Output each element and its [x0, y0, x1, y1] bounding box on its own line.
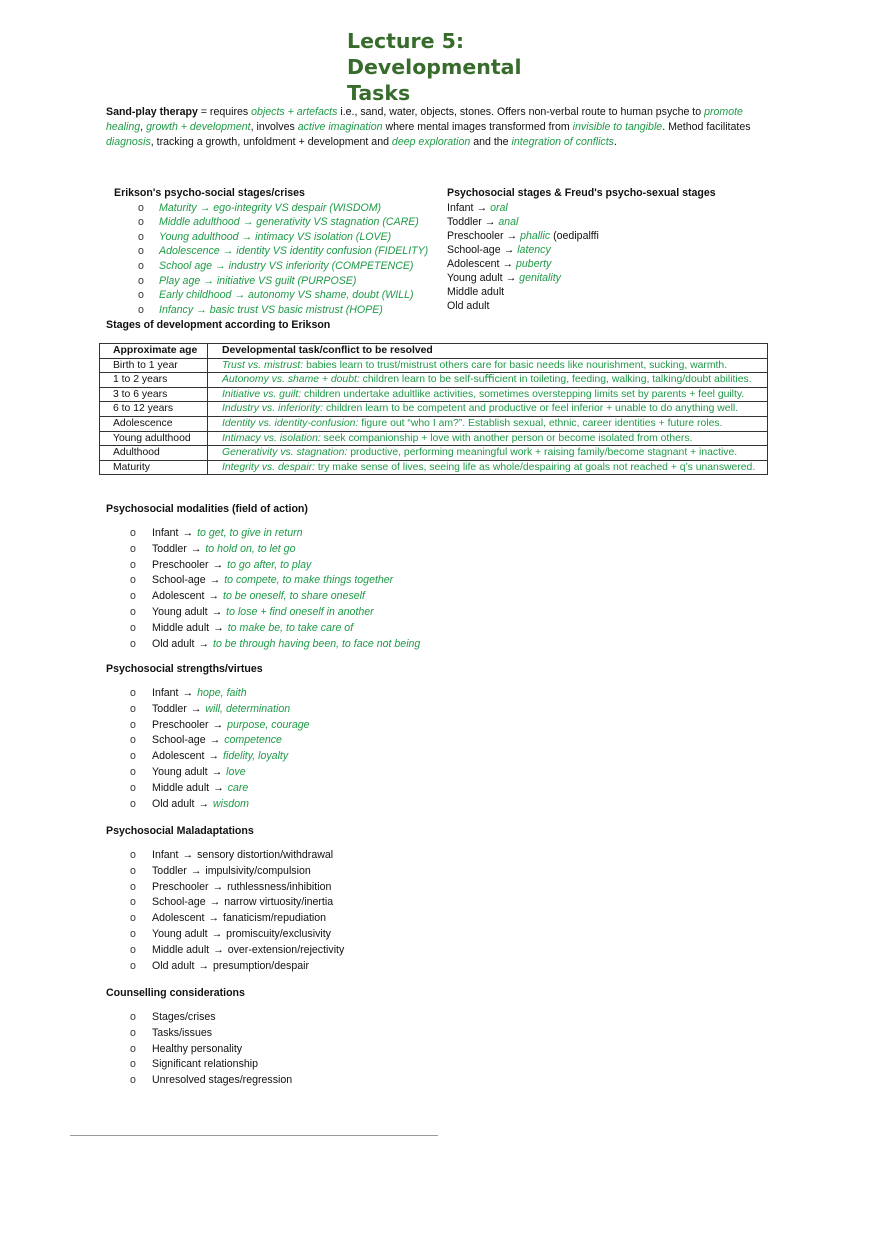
task-cell — [208, 460, 768, 475]
stage-value: ruthlessness/inhibition — [227, 880, 332, 893]
bullet-icon: o — [130, 734, 136, 747]
bullet-icon: o — [130, 797, 136, 810]
counselling-list — [106, 1010, 526, 1089]
conflict-description: figure out “who I am?”. Establish sexual, ethnic, career identities + future roles. — [358, 417, 723, 429]
bullet-icon: o — [130, 765, 136, 778]
stage-label: Young adult — [152, 605, 208, 618]
arrow-icon: → — [211, 765, 223, 778]
stage-value: to be through having been, to face not being — [213, 637, 421, 650]
bullet-icon: o — [130, 1011, 136, 1023]
intro-term: Sand-play therapy — [106, 106, 198, 118]
freud-value: genitality — [519, 271, 561, 284]
intro-highlight: promote healing — [106, 106, 743, 134]
arrow-icon: → — [203, 274, 214, 287]
list-item — [447, 201, 767, 215]
conflict-name: Generativity vs. stagnation: — [222, 447, 348, 459]
counselling-section — [106, 986, 526, 1089]
conflict-name: Integrity vs. despair: — [222, 461, 315, 473]
bullet-icon: o — [138, 245, 144, 258]
stage-label: Old adult — [152, 959, 195, 972]
stage-label: Infant — [152, 849, 179, 861]
list-item — [106, 781, 526, 797]
intro-highlight: integration of conflicts — [511, 136, 614, 149]
bullet-icon: o — [130, 959, 136, 972]
list-item — [106, 943, 526, 959]
stage-value: impulsivity/compulsion — [205, 864, 311, 877]
conflict-name: Intimacy vs. isolation: — [222, 432, 321, 444]
list-item — [106, 230, 444, 245]
stage-value: fanaticism/repudiation — [223, 912, 327, 925]
list-item — [106, 558, 526, 574]
bullet-icon: o — [130, 605, 136, 618]
arrow-icon: → — [209, 574, 221, 587]
stage-label: Middle adult — [152, 781, 210, 794]
stage-label: Young adult — [152, 765, 208, 778]
conflict-name: Autonomy vs. shame + doubt: — [222, 374, 360, 386]
stage-label: Preschooler — [152, 880, 209, 893]
arrow-icon: → — [199, 201, 211, 214]
stage-label: Preschooler — [152, 718, 209, 731]
age-cell: 6 to 12 years — [100, 402, 208, 417]
list-item — [106, 573, 526, 589]
conflict-description: seek companionship + love with another person or become isolated from others. — [320, 432, 693, 444]
stage-value: hope, faith — [197, 687, 247, 699]
arrow-icon: → — [190, 542, 202, 555]
crisis-text: identity VS identity confusion (FIDELITY) — [236, 245, 429, 258]
bullet-icon: o — [138, 303, 144, 316]
bullet-icon: o — [130, 702, 136, 715]
arrow-icon: → — [209, 734, 221, 747]
counselling-heading: Counselling considerations — [106, 987, 245, 999]
arrow-icon: → — [198, 797, 209, 810]
table-row — [100, 402, 768, 417]
bullet-icon: o — [130, 1026, 136, 1039]
freud-suffix: (oedipalffi — [550, 229, 599, 242]
bullet-icon: o — [130, 527, 136, 539]
task-cell — [208, 358, 768, 373]
bullet-icon: o — [130, 574, 136, 587]
table-row — [100, 431, 768, 446]
freud-stage: School-age — [447, 243, 501, 256]
list-item — [447, 215, 767, 229]
list-item — [106, 288, 444, 303]
bullet-icon: o — [130, 590, 136, 603]
crisis-stage: Young adulthood — [159, 230, 239, 243]
bullet-icon: o — [130, 718, 136, 731]
table-header-row — [100, 344, 768, 359]
freud-value: oral — [490, 201, 508, 214]
bullet-icon: o — [138, 216, 144, 229]
stage-value: promiscuity/exclusivity — [226, 927, 331, 940]
age-cell: 1 to 2 years — [100, 373, 208, 388]
stage-label: Toddler — [152, 702, 187, 715]
freud-stage: Middle adult — [447, 285, 505, 298]
footnote-separator — [70, 1135, 438, 1136]
bullet-icon: o — [138, 259, 144, 272]
stages-table-heading: Stages of development according to Erikson — [106, 319, 331, 331]
arrow-icon: → — [212, 718, 224, 731]
strengths-list — [106, 686, 526, 812]
conflict-description: productive, performing meaningful work + raising family/become stagnant + inactive. — [347, 447, 738, 459]
arrow-icon: → — [484, 215, 496, 228]
conflict-description: children undertake adultlike activities, sometimes overstepping limits set by parents + feel guilty. — [301, 388, 745, 400]
stage-label: Adolescent — [152, 750, 205, 763]
strengths-section — [106, 662, 526, 812]
arrow-icon: → — [234, 289, 246, 302]
bullet-icon: o — [130, 1074, 136, 1087]
modalities-list — [106, 526, 526, 652]
list-item — [106, 259, 444, 274]
arrow-icon: → — [190, 702, 202, 715]
crisis-stage: Adolescence — [159, 245, 220, 258]
list-item — [106, 848, 526, 864]
stage-label: Infant — [152, 687, 179, 699]
stage-value: over-extension/rejectivity — [227, 943, 345, 956]
freud-stage: Preschooler — [447, 229, 504, 242]
crisis-text: autonomy VS shame, doubt (WILL) — [248, 289, 414, 302]
intro-highlight: deep exploration — [391, 136, 471, 149]
erikson-crises-section — [114, 186, 444, 317]
intro-text: , involves — [250, 121, 298, 134]
stage-value: will, determination — [205, 702, 291, 715]
arrow-icon: → — [215, 259, 226, 272]
stage-value: sensory distortion/withdrawal — [197, 849, 334, 861]
list-item — [106, 880, 526, 896]
intro-text: i.e., sand, water, objects, stones. Offers non-verbal route to human psyche to — [337, 106, 705, 118]
stage-label: Middle adult — [152, 943, 210, 956]
list-item — [106, 215, 444, 230]
list-item — [106, 1010, 526, 1026]
intro-paragraph — [106, 105, 766, 151]
task-cell — [208, 373, 768, 388]
list-item — [106, 718, 526, 734]
arrow-icon: → — [196, 303, 207, 316]
intro-text: , — [140, 121, 147, 134]
freud-stage: Adolescent — [447, 257, 500, 270]
arrow-icon: → — [213, 621, 224, 634]
list-item — [106, 797, 526, 813]
stage-value: to hold on, to let go — [205, 542, 296, 555]
conflict-description: try make sense of lives, seeing life as whole/despairing at goals not reached + q’s unanswered. — [314, 461, 756, 473]
list-item — [106, 959, 526, 975]
freud-stage: Young adult — [447, 271, 503, 284]
crisis-text: intimacy VS isolation (LOVE) — [255, 230, 392, 243]
crisis-stage: Early childhood — [159, 289, 232, 302]
column-header-age: Approximate age — [100, 344, 208, 359]
list-item — [447, 299, 767, 313]
arrow-icon: → — [182, 849, 194, 861]
arrow-icon: → — [209, 896, 221, 909]
erikson-stages-table — [99, 343, 768, 475]
list-item — [106, 1026, 526, 1042]
freud-stage: Infant — [447, 201, 474, 214]
age-cell: 3 to 6 years — [100, 387, 208, 402]
arrow-icon: → — [211, 605, 223, 618]
age-cell: Adulthood — [100, 446, 208, 461]
list-item — [106, 1057, 526, 1073]
bullet-icon: o — [130, 943, 136, 956]
intro-highlight: active imagination — [297, 121, 383, 134]
crisis-stage: Play age — [159, 274, 201, 287]
crisis-text: industry VS inferiority (COMPETENCE) — [228, 259, 414, 272]
bullet-icon: o — [138, 274, 144, 287]
age-cell: Maturity — [100, 460, 208, 475]
stage-value: wisdom — [213, 797, 249, 810]
intro-highlight: invisible to tangible — [572, 121, 663, 134]
stage-label: Middle adult — [152, 621, 210, 634]
arrow-icon: → — [222, 245, 234, 258]
maladaptations-section — [106, 824, 526, 974]
bullet-icon: o — [130, 750, 136, 763]
list-item — [106, 765, 526, 781]
conflict-name: Identity vs. identity-confusion: — [222, 417, 359, 429]
bullet-icon: o — [130, 781, 136, 794]
arrow-icon: → — [213, 781, 224, 794]
arrow-icon: → — [241, 230, 253, 243]
conflict-description: children learn to be self-suﬃcient in toileting, feeding, walking, talking/doubt abilities. — [359, 374, 752, 386]
bullet-icon: o — [138, 289, 144, 302]
table-row — [100, 387, 768, 402]
crisis-stage: Maturity — [159, 201, 197, 214]
conflict-description: children learn to be competent and productive or feel inferior + unable to do anything well. — [323, 403, 739, 415]
crisis-stage: School age — [159, 259, 213, 272]
freud-value: phallic — [520, 229, 551, 242]
freud-heading: Psychosocial stages & Freud's psycho-sexual stages — [447, 187, 716, 199]
list-item — [106, 864, 526, 880]
bullet-icon: o — [130, 880, 136, 893]
list-item — [447, 271, 767, 285]
freud-section — [447, 186, 767, 313]
maladaptations-heading: Psychosocial Maladaptations — [106, 825, 254, 837]
intro-text: . Method facilitates — [662, 121, 751, 134]
bullet-icon: o — [130, 1042, 136, 1055]
task-cell — [208, 402, 768, 417]
stage-label: Adolescent — [152, 590, 205, 603]
page-title: Lecture 5: Developmental Tasks — [347, 29, 522, 105]
bullet-icon: o — [130, 864, 136, 877]
crisis-text: basic trust VS basic mistrust (HOPE) — [209, 303, 383, 316]
freud-value: latency — [517, 243, 551, 256]
stage-label: Young adult — [152, 927, 208, 940]
list-item — [106, 911, 526, 927]
arrow-icon: → — [503, 243, 515, 256]
stage-label: Old adult — [152, 797, 195, 810]
list-item — [106, 244, 444, 259]
freud-list — [447, 201, 767, 313]
stage-value: care — [227, 781, 249, 794]
age-cell: Young adulthood — [100, 431, 208, 446]
arrow-icon: → — [211, 927, 223, 940]
stage-label: Toddler — [152, 542, 187, 555]
freud-stage: Old adult — [447, 299, 490, 312]
crisis-text: generativity VS stagnation (CARE) — [256, 216, 419, 229]
task-cell — [208, 431, 768, 446]
intro-text: = requires — [197, 106, 252, 118]
arrow-icon: → — [208, 750, 220, 763]
intro-text: , tracking a growth, unfoldment + development and — [150, 136, 392, 149]
stage-value: to get, to give in return — [197, 527, 303, 539]
list-item — [106, 303, 444, 318]
table-row — [100, 358, 768, 373]
counselling-item: Healthy personality — [152, 1042, 243, 1055]
arrow-icon: → — [208, 912, 220, 925]
list-item — [447, 285, 767, 299]
table-row — [100, 460, 768, 475]
conflict-name: Initiative vs. guilt: — [222, 388, 302, 400]
bullet-icon: o — [130, 542, 136, 555]
list-item — [106, 274, 444, 289]
arrow-icon: → — [502, 257, 514, 270]
counselling-item: Significant relationship — [152, 1058, 258, 1071]
crisis-stage: Middle adulthood — [159, 216, 240, 229]
bullet-icon: o — [130, 558, 136, 571]
stage-label: School-age — [152, 734, 206, 747]
stage-value: competence — [224, 734, 282, 747]
bullet-icon: o — [130, 687, 136, 699]
list-item — [106, 1042, 526, 1058]
modalities-section — [106, 502, 526, 652]
list-item — [106, 749, 526, 765]
arrow-icon: → — [198, 959, 209, 972]
table-row — [100, 446, 768, 461]
stage-value: to compete, to make things together — [224, 574, 394, 587]
list-item — [447, 243, 767, 257]
task-cell — [208, 416, 768, 431]
bullet-icon: o — [130, 927, 136, 940]
list-item — [106, 526, 526, 542]
stage-value: purpose, courage — [227, 718, 310, 731]
conflict-description: babies learn to trust/mistrust others care for basic needs like nourishment, sucking, warmth. — [303, 359, 728, 371]
freud-value: anal — [498, 215, 519, 228]
arrow-icon: → — [506, 229, 518, 242]
list-item — [106, 589, 526, 605]
list-item — [106, 1073, 526, 1089]
freud-value: puberty — [516, 257, 552, 270]
table-row — [100, 416, 768, 431]
stage-value: love — [226, 765, 246, 778]
strengths-heading: Psychosocial strengths/virtues — [106, 663, 263, 675]
stage-label: Infant — [152, 527, 179, 539]
bullet-icon: o — [138, 230, 144, 243]
arrow-icon: → — [213, 943, 224, 956]
intro-highlight: growth + development — [146, 121, 251, 134]
list-item — [106, 686, 526, 702]
arrow-icon: → — [212, 558, 224, 571]
intro-text: and the — [470, 136, 512, 149]
age-cell: Birth to 1 year — [100, 358, 208, 373]
bullet-icon: o — [130, 637, 136, 650]
bullet-icon: o — [130, 912, 136, 925]
stage-value: to be oneself, to share oneself — [223, 590, 365, 603]
crisis-text: initiative VS guilt (PURPOSE) — [216, 274, 357, 287]
stage-value: fidelity, loyalty — [223, 750, 289, 763]
bullet-icon: o — [130, 896, 136, 909]
bullet-icon: o — [130, 849, 136, 861]
arrow-icon: → — [198, 637, 209, 650]
counselling-item: Unresolved stages/regression — [152, 1074, 293, 1087]
arrow-icon: → — [242, 216, 254, 229]
modalities-heading: Psychosocial modalities (field of action) — [106, 503, 308, 515]
list-item — [106, 201, 444, 216]
arrow-icon: → — [190, 864, 202, 877]
stage-label: Preschooler — [152, 558, 209, 571]
list-item — [106, 895, 526, 911]
task-cell — [208, 387, 768, 402]
stage-value: narrow virtuosity/inertia — [224, 896, 334, 909]
list-item — [106, 702, 526, 718]
conflict-name: Industry vs. inferiority: — [222, 403, 324, 415]
task-cell — [208, 446, 768, 461]
arrow-icon: → — [182, 687, 194, 699]
stage-label: Old adult — [152, 637, 195, 650]
intro-text: where mental images transformed from — [382, 121, 573, 134]
counselling-item: Stages/crises — [152, 1011, 216, 1023]
list-item — [447, 229, 767, 243]
list-item — [106, 621, 526, 637]
stage-value: presumption/despair — [213, 959, 309, 972]
stage-value: to lose + find oneself in another — [226, 605, 374, 618]
bullet-icon: o — [138, 201, 144, 214]
list-item — [106, 637, 526, 653]
bullet-icon: o — [130, 621, 136, 634]
table-row — [100, 373, 768, 388]
intro-text: . — [613, 136, 617, 149]
list-item — [106, 542, 526, 558]
stage-label: Toddler — [152, 864, 187, 877]
arrow-icon: → — [505, 271, 517, 284]
intro-highlight: diagnosis — [106, 136, 151, 149]
conflict-name: Trust vs. mistrust: — [222, 359, 304, 371]
stage-value: to go after, to play — [227, 558, 312, 571]
stage-label: School-age — [152, 896, 206, 909]
counselling-item: Tasks/issues — [152, 1026, 213, 1039]
freud-stage: Toddler — [447, 215, 482, 228]
crisis-text: ego-integrity VS despair (WISDOM) — [213, 201, 382, 214]
stage-value: to make be, to take care of — [227, 621, 354, 634]
column-header-task: Developmental task/conflict to be resolved — [208, 344, 768, 359]
list-item — [106, 733, 526, 749]
crisis-stage: Infancy — [159, 303, 194, 316]
list-item — [106, 927, 526, 943]
stage-label: Adolescent — [152, 912, 205, 925]
maladaptations-list — [106, 848, 526, 974]
arrow-icon: → — [212, 880, 224, 893]
intro-highlight: objects + artefacts — [251, 106, 338, 118]
list-item — [106, 605, 526, 621]
erikson-crises-list — [106, 201, 444, 318]
arrow-icon: → — [476, 201, 488, 214]
arrow-icon: → — [208, 590, 220, 603]
bullet-icon: o — [130, 1058, 136, 1071]
stage-label: School-age — [152, 574, 206, 587]
arrow-icon: → — [182, 527, 194, 539]
list-item — [447, 257, 767, 271]
erikson-crises-heading: Erikson's psycho-social stages/crises — [114, 187, 305, 199]
age-cell: Adolescence — [100, 416, 208, 431]
